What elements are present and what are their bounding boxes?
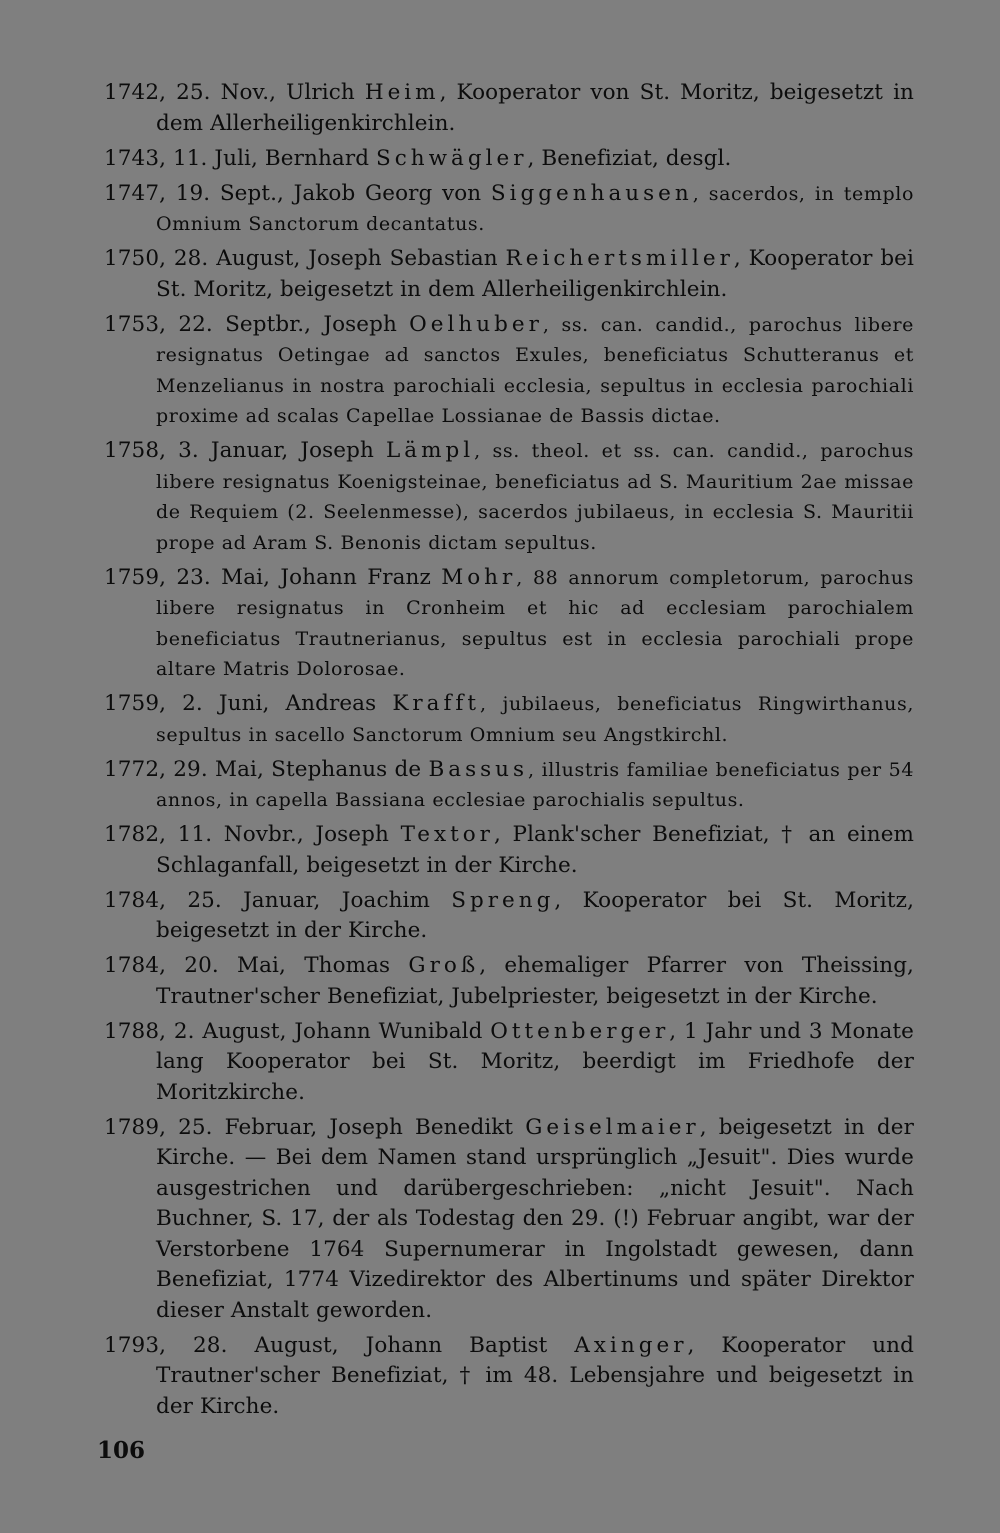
entry-given-name: Thomas [304, 953, 409, 978]
entry-surname: Heim [364, 80, 440, 105]
entry-date: 1759, 2. Juni, [104, 691, 286, 716]
entry-given-name: Johann Franz [280, 564, 442, 590]
entry-surname: Textor [400, 822, 494, 847]
entry-surname: Schwägler [376, 145, 528, 171]
entry-surname: Spreng [451, 887, 555, 913]
entry-date: 1747, 19. Sept., [104, 180, 294, 206]
entry-given-name: Andreas [285, 691, 393, 716]
entry-date: 1759, 23. Mai, [104, 564, 281, 590]
entry-given-name: Joseph Sebastian [308, 246, 506, 271]
entry-text: , Benefiziat, desgl. [527, 145, 732, 171]
entry-date: 1784, 20. Mai, [104, 953, 305, 978]
entry-date: 1784, 25. Januar, [104, 887, 342, 913]
entry-1759-juni [104, 689, 914, 750]
entry-surname: Oelhuber [409, 311, 543, 337]
entry-given-name: Joseph [300, 438, 386, 463]
entry-date: 1742, 25. Nov., [104, 80, 287, 105]
entry-1772 [104, 755, 914, 816]
entry-1759-mai [104, 563, 914, 685]
entry-given-name: Joseph Benedikt [329, 1114, 526, 1140]
entry-text: , ss. can. candid., parochus libere resignatus Oetingae ad sanctos Exules, beneficiatus Schutteranus et Menzelianus in nostra parochiali ecclesia, sepultus in ecclesia parochiali proxime ad scalas Capellae Lossianae de Bassis dictae. [156, 313, 914, 427]
entry-1747 [104, 179, 914, 240]
entry-date: 1758, 3. Januar, [104, 438, 301, 463]
entry-1750 [104, 244, 914, 305]
entry-date: 1753, 22. Septbr., [104, 311, 324, 337]
entry-text: , ehemaliger Pfarrer von Theissing, Trautner'scher Benefiziat, Jubelpriester, beigesetzt in der Kirche. [156, 953, 914, 1009]
entry-date: 1772, 29. Mai, [104, 756, 272, 782]
entry-1784-mai [104, 951, 914, 1012]
entry-date: 1750, 28. August, [104, 246, 309, 271]
entry-given-name: Johann Wunibald [294, 1018, 491, 1044]
entry-surname: Geiselmaier [525, 1114, 700, 1140]
entry-surname: Axinger [574, 1332, 688, 1358]
entry-text: , 88 annorum completorum, parochus libere resignatus in Cronheim et hic ad ecclesiam parochialem beneficiatus Trautnerianus, sepultus est in ecclesia parochiali prope altare Matris Dolorosae. [156, 566, 915, 680]
entry-text: , sacerdos, in templo Omnium Sanctorum decantatus. [156, 182, 914, 235]
entry-1743 [104, 144, 914, 175]
entry-1789 [104, 1113, 914, 1327]
entry-text: , Plank'scher Benefiziat, † an einem Schlaganfall, beigesetzt in der Kirche. [156, 822, 915, 878]
entry-date: 1793, 28. August, [104, 1332, 366, 1358]
entry-text: , Kooperator von St. Moritz, beigesetzt in dem Allerheiligenkirchlein. [156, 80, 914, 136]
entry-date: 1789, 25. Februar, [104, 1114, 330, 1140]
entry-given-name: Jakob Georg von [293, 180, 491, 206]
entry-surname: Lämpl [385, 438, 475, 463]
entry-date: 1782, 11. Novbr., [104, 822, 316, 847]
entry-given-name: Joseph [323, 311, 410, 337]
entry-date: 1743, 11. Juli, [104, 145, 265, 171]
entry-surname: Siggenhausen [490, 180, 693, 206]
entry-given-name: Joachim [341, 887, 452, 913]
entry-text: , ss. theol. et ss. can. candid., parochus libere resignatus Koenigsteinae, beneficiatus ad S. Mauritium 2ae missae de Requiem (2. Seelenmesse), sacerdos jubilaeus, in ecclesia S. Mauritii prope ad Aram S. Benonis dictam sepultus. [156, 440, 915, 554]
entry-text: , Kooperator bei St. Moritz, beigesetzt in dem Allerheiligenkirchlein. [156, 246, 914, 302]
entry-text: , illustris familiae beneficiatus per 54 annos, in capella Bassiana ecclesiae parochialis sepultus. [156, 758, 915, 811]
entry-date: 1788, 2. August, [104, 1018, 295, 1044]
entry-text: , beigesetzt in der Kirche. — Bei dem Namen stand ursprünglich „Jesuit". Dies wurde ausgestrichen und darübergeschrieben: „nicht Jesuit". Nach Buchner, S. 17, der als Todestag den 29. (!) Februar angibt, war der Verstorbene 1764 Supernumerar in Ingolstadt gewesen, dann Benefiziat, 1774 Vizedirektor des Albertinums und später Direktor dieser Anstalt geworden. [156, 1114, 914, 1323]
entry-given-name: Ulrich [286, 80, 365, 105]
entry-surname: Groß [408, 953, 480, 978]
entry-1758 [104, 436, 914, 558]
page-number: 106 [97, 1437, 146, 1464]
entry-surname: Reichertsmiller [505, 246, 734, 271]
entry-1793 [104, 1331, 914, 1423]
entry-surname: Bassus [428, 756, 529, 782]
entry-surname: Ottenberger [490, 1018, 670, 1044]
entry-1784-januar [104, 886, 914, 947]
entry-1788 [104, 1017, 914, 1109]
entry-given-name: Joseph [315, 822, 401, 847]
entry-1753 [104, 310, 914, 432]
entry-list [104, 78, 914, 1427]
entry-surname: Mohr [441, 564, 517, 590]
entry-text: , 1 Jahr und 3 Monate lang Kooperator bei St. Moritz, beerdigt im Friedhofe der Moritzkirche. [156, 1018, 914, 1105]
entry-text: , Kooperator bei St. Moritz, beigesetzt in der Kirche. [156, 887, 915, 943]
entry-text: , Kooperator und Trautner'scher Benefiziat, † im 48. Lebensjahre und beigesetzt in der Kirche. [156, 1332, 914, 1419]
entry-surname: Krafft [392, 691, 481, 716]
entry-1782 [104, 820, 914, 881]
entry-given-name: Johann Baptist [365, 1332, 575, 1358]
entry-1742 [104, 78, 914, 139]
entry-given-name: Bernhard [264, 145, 376, 171]
entry-text: , jubilaeus, beneficiatus Ringwirthanus, sepultus in sacello Sanctorum Omnium seu Angstkirchl. [156, 693, 914, 746]
entry-given-name: Stephanus de [271, 756, 429, 782]
